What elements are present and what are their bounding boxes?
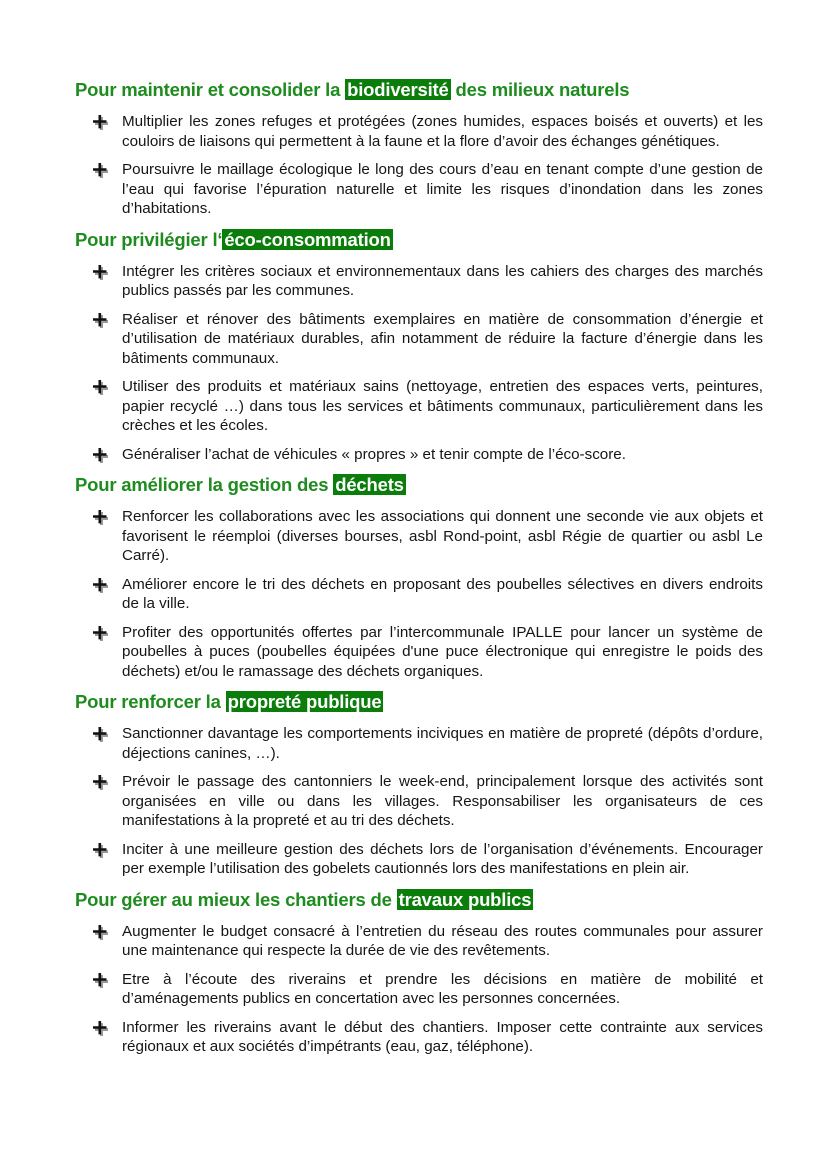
list-item-text: Inciter à une meilleure gestion des déchets lors de l’organisation d’événements. Encourager per exemple l’utilisation des gobelets cautionnés lors des manifestations en plein air. xyxy=(122,840,763,877)
bullet-list xyxy=(75,112,763,219)
plus-cross-bullet-icon xyxy=(92,842,108,858)
list-item-text: Informer les riverains avant le début des chantiers. Imposer cette contrainte aux services régionaux et aux sociétés d’impétrants (eau, gaz, téléphone). xyxy=(122,1018,763,1055)
section xyxy=(75,888,763,1057)
list-item xyxy=(75,922,763,961)
document-page xyxy=(75,78,763,1066)
plus-cross-bullet-icon xyxy=(92,162,108,178)
heading-text: Pour maintenir et consolider la xyxy=(75,79,346,100)
list-item xyxy=(75,724,763,763)
plus-cross-bullet-icon xyxy=(92,264,108,280)
list-item xyxy=(75,840,763,879)
heading-highlight: déchets xyxy=(335,474,404,495)
plus-cross-bullet-icon xyxy=(92,312,108,328)
plus-cross-bullet-icon xyxy=(92,577,108,593)
section xyxy=(75,473,763,681)
heading-highlight: éco-consommation xyxy=(224,228,391,250)
list-item-text: Prévoir le passage des cantonniers le week-end, principalement lorsque des activités sont organisées en ville ou dans les villages. Responsabiliser les organisateurs de ces manifestations à la propreté et au tri des déchets. xyxy=(122,773,763,829)
bullet-list xyxy=(75,507,763,681)
section-heading xyxy=(75,888,763,912)
section xyxy=(75,78,763,219)
heading-text: Pour privilégier l‘ xyxy=(75,228,223,250)
list-item-text: Renforcer les collaborations avec les associations qui donnent une seconde vie aux objets et favorisent le réemploi (diverses bourses, asbl Rond-point, asbl Régie de quartier ou asbl Le Carré). xyxy=(122,508,763,564)
heading-text: Pour améliorer la gestion des xyxy=(75,474,334,495)
list-item xyxy=(75,772,763,831)
section xyxy=(75,690,763,879)
list-item-text: Utiliser des produits et matériaux sains (nettoyage, entretien des espaces verts, peintures, papier recyclé …) dans tous les services et bâtiments communaux, particulièrement dans les crèches et les écoles. xyxy=(122,378,763,434)
list-item xyxy=(75,445,763,465)
section xyxy=(75,228,763,465)
list-item xyxy=(75,310,763,369)
bullet-list xyxy=(75,724,763,879)
plus-cross-bullet-icon xyxy=(92,625,108,641)
section-heading xyxy=(75,78,763,102)
plus-cross-bullet-icon xyxy=(92,972,108,988)
list-item-text: Généraliser l’achat de véhicules « propres » et tenir compte de l’éco-score. xyxy=(122,445,626,463)
list-item xyxy=(75,507,763,566)
plus-cross-bullet-icon xyxy=(92,447,108,463)
list-item-text: Augmenter le budget consacré à l’entretien du réseau des routes communales pour assurer une maintenance qui respecte la durée de vie des revêtements. xyxy=(122,922,763,959)
list-item xyxy=(75,262,763,301)
plus-cross-bullet-icon xyxy=(92,726,108,742)
heading-highlight: biodiversité xyxy=(347,79,449,100)
list-item-text: Réaliser et rénover des bâtiments exemplaires en matière de consommation d’énergie et d’utilisation de matériaux durables, afin notamment de réduire la facture d’énergie dans les bâtiments communaux. xyxy=(122,310,763,367)
plus-cross-bullet-icon xyxy=(92,114,108,130)
plus-cross-bullet-icon xyxy=(92,379,108,395)
list-item xyxy=(75,575,763,614)
bullet-list xyxy=(75,922,763,1057)
heading-text: Pour renforcer la xyxy=(75,691,226,712)
bullet-list xyxy=(75,262,763,465)
list-item-text: Etre à l’écoute des riverains et prendre les décisions en matière de mobilité et d’aménagements publics en concertation avec les personnes concernées. xyxy=(122,970,763,1007)
list-item-text: Sanctionner davantage les comportements inciviques en matière de propreté (dépôts d’ordure, déjections canines, …). xyxy=(122,725,763,762)
heading-text: Pour gérer au mieux les chantiers de xyxy=(75,888,397,910)
section-heading xyxy=(75,228,763,252)
plus-cross-bullet-icon xyxy=(92,509,108,525)
list-item xyxy=(75,377,763,436)
section-heading xyxy=(75,690,763,714)
heading-highlight: travaux publics xyxy=(398,888,532,910)
list-item-text: Profiter des opportunités offertes par l’intercommunale IPALLE pour lancer un système de poubelles à puces (poubelles équipées d'une puce électronique qui enregistre le poids des déchets) et/ou le ramassage des déchets organiques. xyxy=(122,623,763,680)
list-item xyxy=(75,970,763,1009)
heading-highlight: propreté publique xyxy=(227,691,382,712)
plus-cross-bullet-icon xyxy=(92,774,108,790)
heading-text: des milieux naturels xyxy=(450,79,630,100)
list-item-text: Améliorer encore le tri des déchets en proposant des poubelles sélectives en divers endroits de la ville. xyxy=(122,575,763,612)
list-item-text: Poursuivre le maillage écologique le long des cours d’eau en tenant compte d’une gestion de l’eau qui favorise l’épuration naturelle et limite les risques d’inondation dans les zones d’habitations. xyxy=(122,161,763,217)
list-item xyxy=(75,623,763,682)
list-item xyxy=(75,160,763,219)
list-item-text: Intégrer les critères sociaux et environnementaux dans les cahiers des charges des marchés publics passés par les communes. xyxy=(122,262,763,299)
plus-cross-bullet-icon xyxy=(92,1020,108,1036)
list-item-text: Multiplier les zones refuges et protégées (zones humides, espaces boisés et ouverts) et les couloirs de liaisons qui permettent à la faune et la flore d’avoir des échanges génétiques. xyxy=(122,113,763,150)
list-item xyxy=(75,1018,763,1057)
plus-cross-bullet-icon xyxy=(92,924,108,940)
list-item xyxy=(75,112,763,151)
section-heading xyxy=(75,473,763,497)
